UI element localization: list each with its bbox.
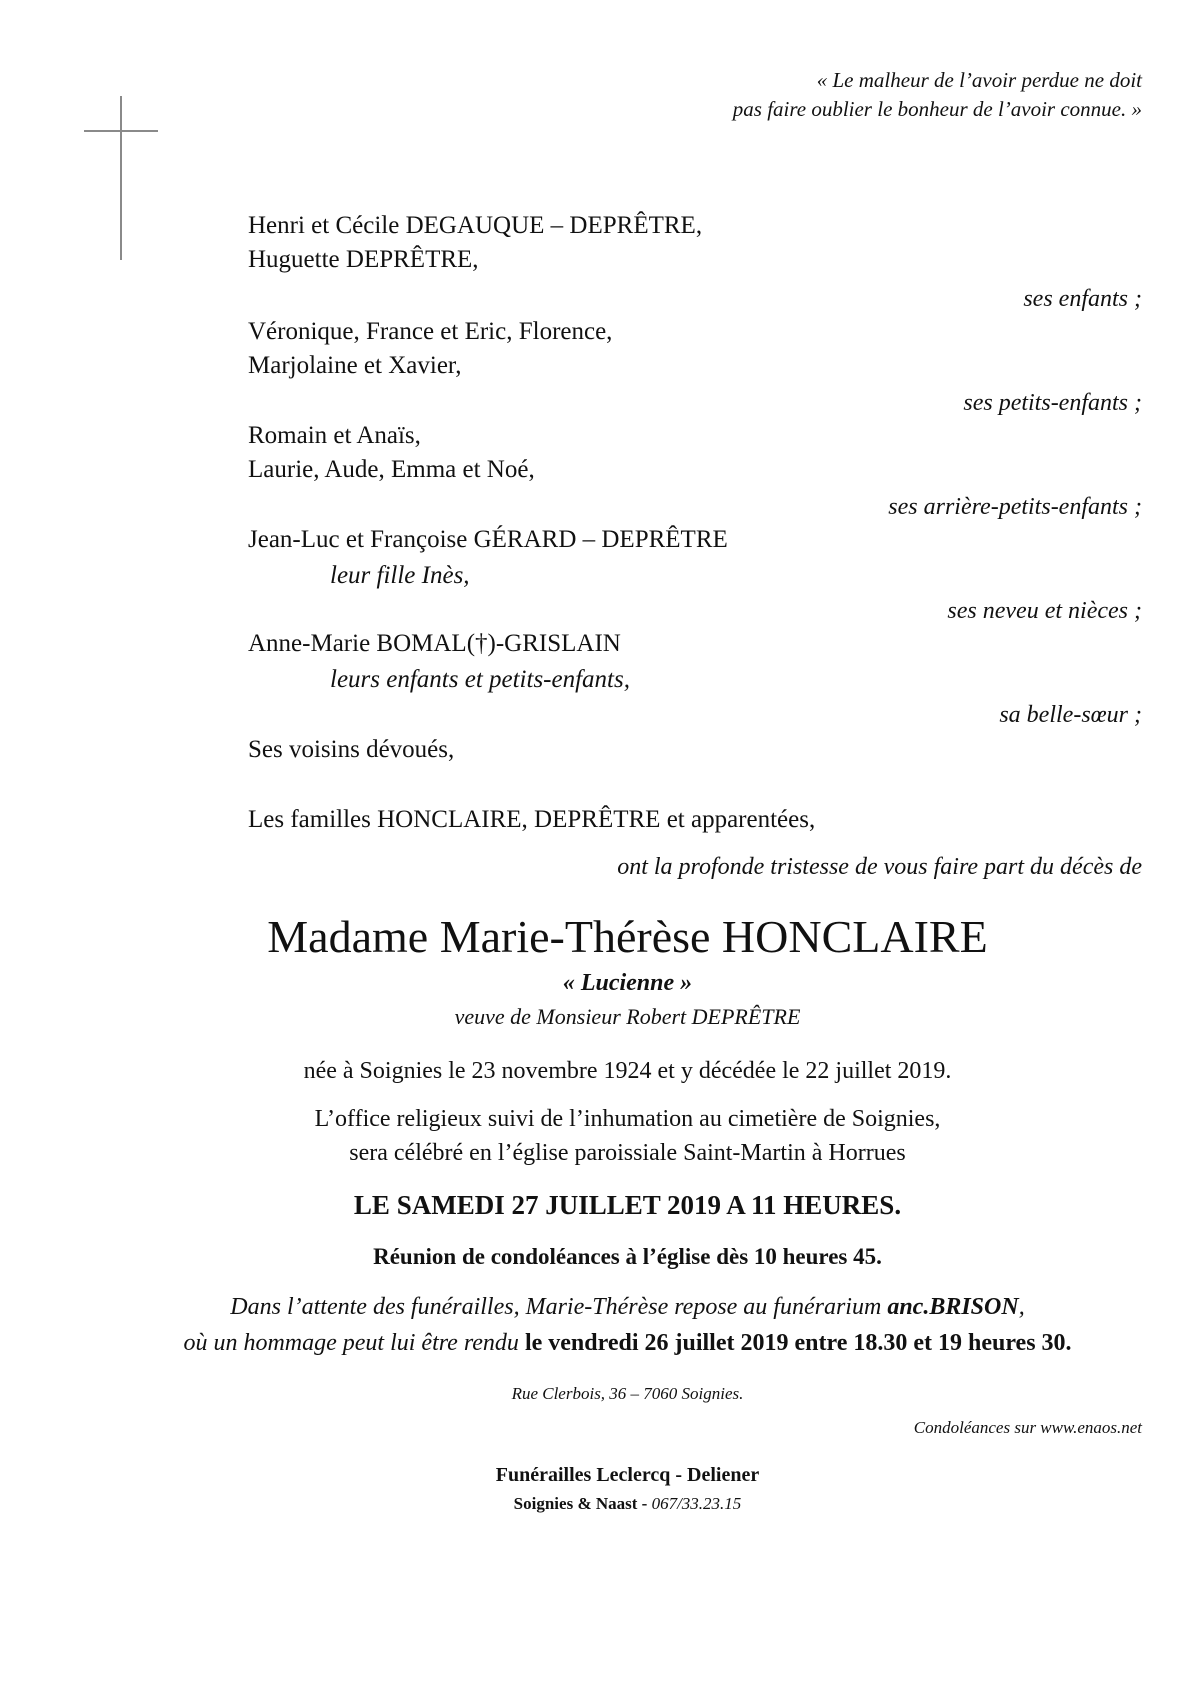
sister-in-law-line-2: leurs enfants et petits-enfants,: [330, 666, 630, 693]
sister-in-law-relation: sa belle-sœur ;: [999, 702, 1142, 728]
cross-icon: [120, 96, 122, 260]
funerarium-line-1-end: ,: [1018, 1294, 1025, 1320]
children-relation: ses enfants ;: [1023, 286, 1142, 312]
announcement-line: ont la profonde tristesse de vous faire part du décès de: [617, 854, 1142, 880]
deceased-name: Madame Marie-Thérèse HONCLAIRE: [267, 911, 988, 962]
widow-of-line: veuve de Monsieur Robert DEPRÊTRE: [454, 1004, 801, 1029]
funeral-home-name: Funérailles Leclercq - Deliener: [495, 1464, 760, 1486]
funeral-home-location: Soignies & Naast -: [513, 1494, 652, 1513]
deceased-nickname: « Lucienne »: [562, 970, 693, 996]
tribute-intro: où un hommage peut lui être rendu: [183, 1330, 525, 1356]
great-grandchildren-line-1: Romain et Anaïs,: [248, 422, 421, 449]
tribute-datetime: le vendredi 26 juillet 2019 entre 18.30 et 19 heures 30.: [524, 1330, 1072, 1356]
funerarium-line-2: [0, 1330, 1194, 1357]
online-condolences: Condoléances sur www.enaos.net: [913, 1418, 1142, 1437]
cross-icon-bar: [84, 130, 158, 132]
nephew-relation: ses neveu et nièces ;: [947, 598, 1142, 624]
grandchildren-relation: ses petits-enfants ;: [963, 390, 1142, 416]
great-grandchildren-relation: ses arrière-petits-enfants ;: [888, 494, 1142, 520]
neighbors-line: Ses voisins dévoués,: [248, 736, 455, 763]
funerarium-line-1-text: Dans l’attente des funérailles, Marie-Thérèse repose au funérarium: [230, 1294, 888, 1320]
funerarium-address: Rue Clerbois, 36 – 7060 Soignies.: [511, 1384, 744, 1403]
epigraph-quote: [733, 66, 1142, 124]
grandchildren-line-1: Véronique, France et Eric, Florence,: [248, 318, 613, 345]
nephew-line-1: Jean-Luc et Françoise GÉRARD – DEPRÊTRE: [248, 526, 728, 553]
nephew-line-2: leur fille Inès,: [330, 562, 470, 589]
birth-death-line: née à Soignies le 23 novembre 1924 et y décédée le 22 juillet 2019.: [303, 1058, 952, 1084]
grandchildren-line-2: Marjolaine et Xavier,: [248, 352, 462, 379]
families-line: Les familles HONCLAIRE, DEPRÊTRE et apparentées,: [248, 806, 816, 833]
condolences-meeting: Réunion de condoléances à l’église dès 10 heures 45.: [373, 1244, 882, 1269]
children-line-2: Huguette DEPRÊTRE,: [248, 246, 479, 273]
funerarium-line-1: [0, 1294, 1194, 1321]
quote-line-2: pas faire oublier le bonheur de l’avoir connue. »: [732, 97, 1142, 121]
funeral-home-phone: 067/33.23.15: [651, 1494, 742, 1513]
great-grandchildren-line-2: Laurie, Aude, Emma et Noé,: [248, 456, 535, 483]
children-line-1: Henri et Cécile DEGAUQUE – DEPRÊTRE,: [248, 212, 703, 239]
ceremony-line-2: sera célébré en l’église paroissiale Saint-Martin à Horrues: [349, 1140, 906, 1166]
funeral-home-contact: [0, 1494, 1194, 1514]
quote-line-1: « Le malheur de l’avoir perdue ne doit: [816, 68, 1142, 92]
funerarium-name: anc.BRISON: [887, 1294, 1019, 1320]
ceremony-line-1: L’office religieux suivi de l’inhumation au cimetière de Soignies,: [314, 1106, 941, 1132]
sister-in-law-line-1: Anne-Marie BOMAL(†)-GRISLAIN: [248, 630, 621, 657]
ceremony-datetime: LE SAMEDI 27 JUILLET 2019 A 11 HEURES.: [353, 1190, 902, 1220]
